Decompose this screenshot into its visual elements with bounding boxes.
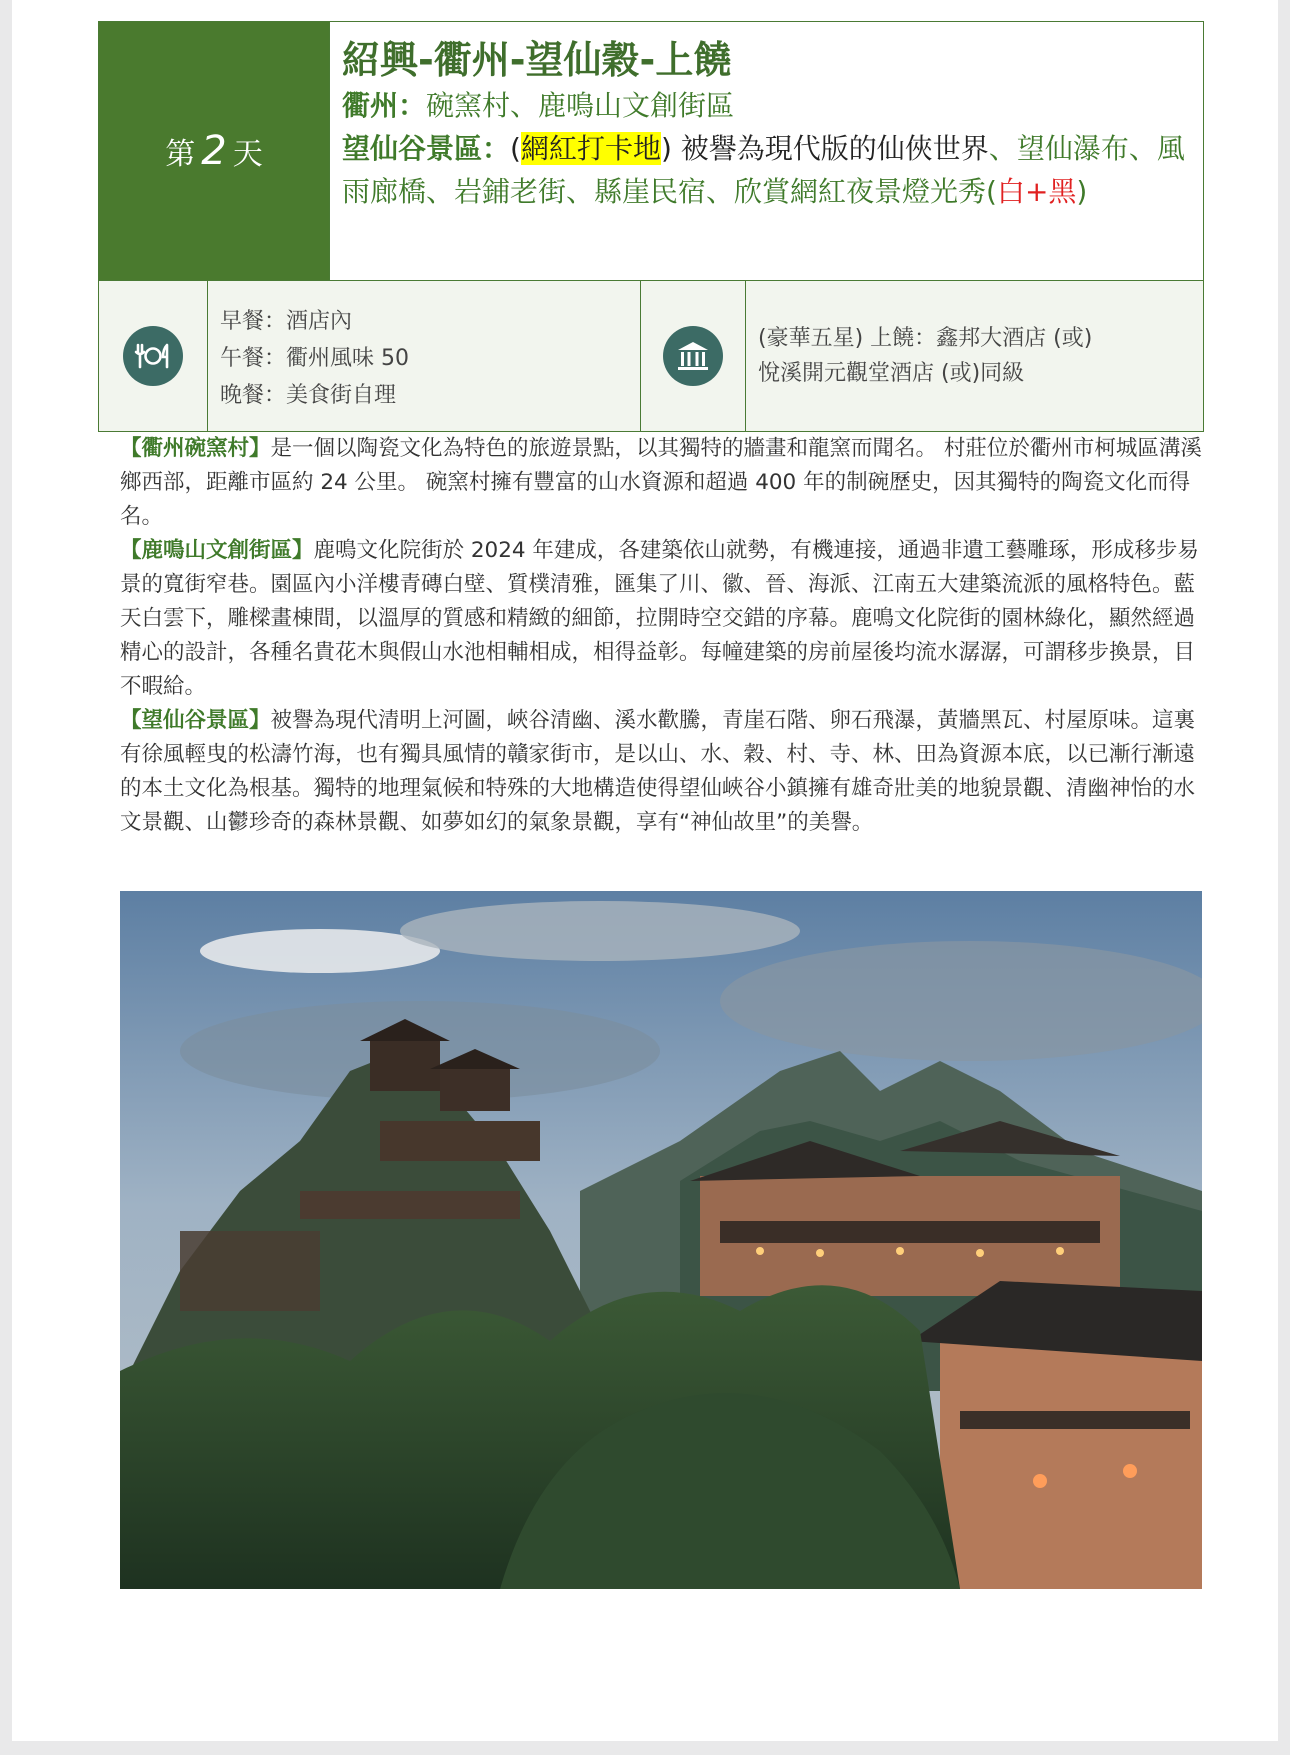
section-luming-street [120, 534, 1202, 704]
day-number: 2 [201, 128, 227, 174]
itinerary-day-table [98, 21, 1204, 432]
hotel-icon-cell [640, 281, 746, 431]
wangxiangu-description: 被譽為現代版的仙俠世界 [671, 132, 989, 165]
section-wangxiangu [120, 704, 1202, 840]
open-paren: ( [510, 132, 521, 165]
meals-cell [208, 281, 640, 431]
section-heading: 【鹿鳴山文創街區】 [120, 538, 314, 563]
highlight-tag: 網紅打卡地 [520, 132, 661, 165]
hotel-cell [746, 281, 1203, 431]
end-paren: ) [1076, 175, 1088, 208]
breakfast-text: 早餐：酒店內 [220, 309, 353, 334]
meal-icon [123, 326, 183, 386]
meals-hotel-row [99, 281, 1203, 431]
hotel-line-2: 悅溪開元觀堂酒店 (或)同級 [758, 361, 1025, 386]
lunch-text: 午餐：衢州風味 50 [220, 346, 409, 371]
quzhou-label: 衢州： [342, 89, 427, 122]
building-columns-icon [663, 326, 723, 386]
description-block [120, 432, 1202, 840]
section-body: 鹿鳴文化院街於 2024 年建成，各建築依山就勢，有機連接，通過非遺工藝雕琢，形成移步易景的寬街窄巷。園區內小洋樓青磚白壁、質樸清雅，匯集了川、徽、晉、海派、江南五大建築流派的風格特色。藍天白雲下，雕樑畫棟間，以溫厚的質感和精緻的細節，拉開時空交錯的序幕。鹿鳴文化院街的園林綠化，顯然經過精心的設計，各種名貴花木與假山水池相輔相成，相得益彰。每幢建築的房前屋後均流水潺潺，可謂移步換景，目不暇給。 [120, 538, 1199, 699]
route-line-quzhou [342, 84, 1191, 127]
dinner-text: 晚餐：美食街自理 [220, 383, 397, 408]
close-paren: ) [660, 132, 672, 165]
document-page [12, 0, 1278, 1741]
section-body: 是一個以陶瓷文化為特色的旅遊景點，以其獨特的牆畫和龍窯而聞名。 村莊位於衢州市柯城區溝溪鄉西部，距離市區約 24 公里。 碗窯村擁有豐富的山水資源和超過 400 年的制碗歷史，因其獨特的陶瓷文化而得名。 [120, 436, 1202, 529]
hotel-line-1: (豪華五星) 上饒：鑫邦大酒店 (或) [758, 326, 1093, 351]
section-heading: 【望仙谷景區】 [120, 708, 271, 733]
meal-icon-cell [99, 281, 208, 431]
day-number-cell [99, 22, 330, 280]
day-prefix: 第 [165, 137, 196, 172]
itinerary-header-row [99, 22, 1203, 281]
route-title: 紹興-衢州-望仙穀-上饒 [342, 38, 732, 82]
wangxiangu-spots: 、望仙瀑布、風雨廊橋、岩鋪老街、縣崖民宿、欣賞網紅夜景燈光秀( [342, 132, 1185, 208]
section-heading: 【衢州碗窯村】 [120, 436, 271, 461]
day-suffix: 天 [232, 137, 263, 172]
red-note: 白+黑 [996, 175, 1077, 208]
wangxiangu-photo [120, 891, 1202, 1589]
route-cell [330, 22, 1203, 280]
section-wanyao-village [120, 432, 1202, 534]
wangxiangu-label: 望仙谷景區： [342, 132, 511, 165]
section-body: 被譽為現代清明上河圖，峽谷清幽、溪水歡騰，青崖石階、卵石飛瀑，黃牆黑瓦、村屋原味。這裏有徐風輕曳的松濤竹海，也有獨具風情的贛家街市，是以山、水、穀、村、寺、林、田為資源本底，以已漸行漸遠的本土文化為根基。獨特的地理氣候和特殊的大地構造使得望仙峽谷小鎮擁有雄奇壯美的地貌景觀、清幽神怡的水文景觀、山鬱珍奇的森林景觀、如夢如幻的氣象景觀，享有“神仙故里”的美譽。 [120, 708, 1196, 835]
route-line-wangxiangu [342, 127, 1191, 213]
quzhou-text: 碗窯村、鹿鳴山文創街區 [426, 89, 735, 122]
